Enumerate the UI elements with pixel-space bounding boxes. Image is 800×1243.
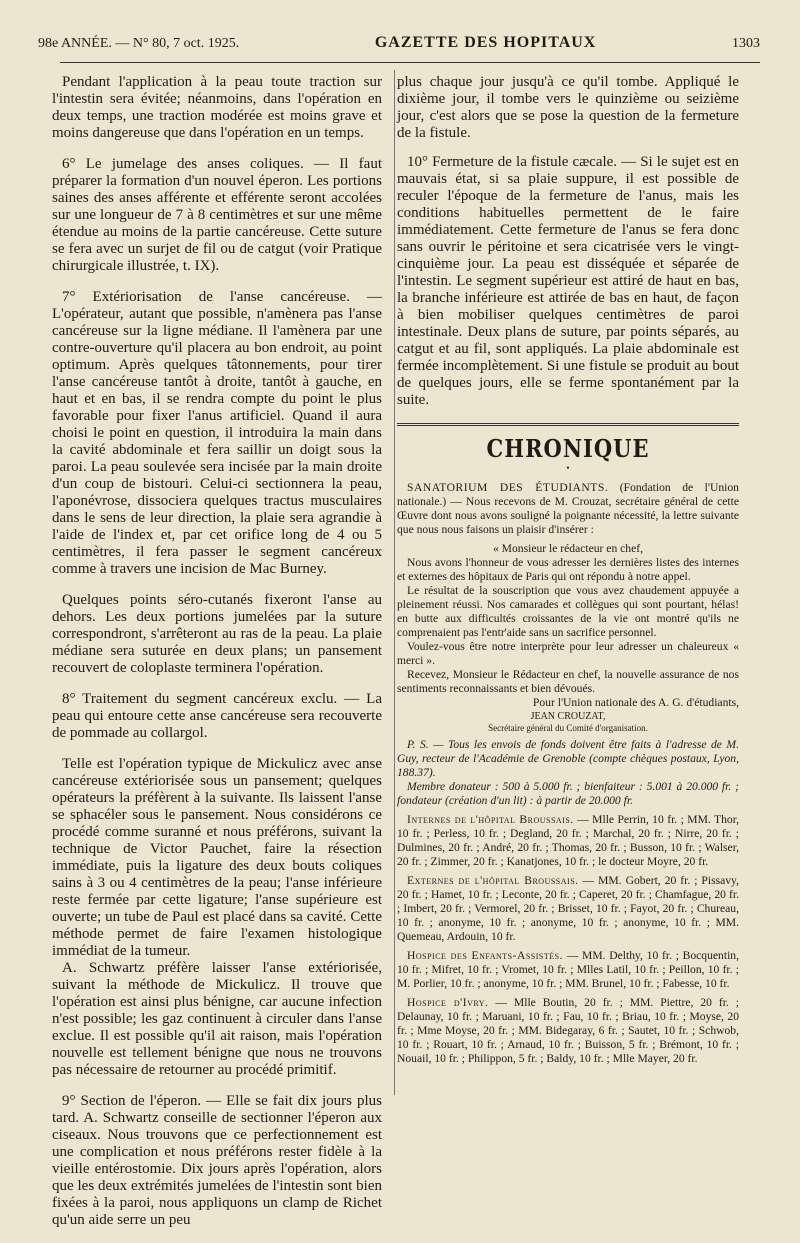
donor-list-heading: Internes de l'hôpital Broussais. <box>407 813 574 826</box>
letter-paragraph: Recevez, Monsieur le Rédacteur en chef, la nouvelle assurance de nos sentiments reconnaissants et bien dévoués. <box>397 668 739 695</box>
paragraph: plus chaque jour jusqu'à ce qu'il tombe. Appliqué le dixième jour, il tombe vers le quinzième ou seizième jour, c'est alors que se pose la question de la fermeture de la fistule. <box>397 74 739 141</box>
postscript: P. S. — Tous les envois de fonds doivent être faits à l'adresse de M. Guy, recteur de l'Académie de Grenoble (compte chèques postaux, Lyon, 188.37). <box>397 738 739 779</box>
running-header <box>38 34 760 58</box>
paragraph: 9° Section de l'éperon. — Elle se fait dix jours plus tard. A. Schwartz conseille de sectionner l'éperon aux ciseaux. Nous trouvons que ce perfectionnement est une complication et nous préférons rester fidèle à la vieille entérostomie. Dix jours après l'opération, alors que les deux extrémités jumelées de l'intestin sont bien fixées à la paroi, nous appliquons un clamp de Richet qu'un aide serre un peu <box>52 1093 382 1228</box>
paragraph: Telle est l'opération typique de Mickulicz avec anse cancéreuse extériorisée sous un pansement; quelques opérateurs la préfèrent à la suivante. Ils laissent l'anse se sphacéler sous le pansement. Nous considérons ce procédé comme suranné et nous préférons, suivant la technique de Victor Pauchet, faire la résection immédiate, puis la ligature des deux bouts coliques sains à 3 ou 4 centimètres de la peau; l'anse inférieure reste fermée par cette ligature; l'anse supérieure est ouverte; un tube de Paul est placé dans sa cavité. Cette méthode permet de faire l'examen histologique immédiat de la tumeur. <box>52 756 382 959</box>
paragraph: 7° Extériorisation de l'anse cancéreuse. — L'opérateur, autant que possible, n'amènera pas l'anse cancéreuse sur la ligne médiane. Il l'amènera par une contre-ouverture qu'il placera au bon endroit, au point optimum. Après quelques tâtonnements, pour tirer l'anse cancéreuse tantôt à droite, tantôt à gauche, en haut et en bas, il se rendra compte du point le plus favorable pour fixer l'anus artificiel. Quand il aura choisi le point en question, il introduira la main dans la cavité abdominale et fera saillir un doigt sous la paroi. La peau soulevée sera incisée par la main droite d'un coup de bistouri. Celui-ci sectionnera la peau, l'aponévrose, dissociera quelques tractus musculaires dans le sens de leur direction, la plaie sera agrandie à l'aide de l'index et, par cet orifice long de 4 ou 5 centimètres, il fera passer le segment cancéreux comme à travers une incision de Mac Burney. <box>52 289 382 577</box>
section-rule <box>397 423 739 426</box>
chronique-body <box>397 481 739 1066</box>
paragraph: 6° Le jumelage des anses coliques. — Il faut préparer la formation d'un nouvel éperon. Les portions saines des anses afférente et efférente seront accolées sur une longueur de 7 à 8 centimètres et sur une même étendue au moins de la partie cancéreuse. Cette suture se fera avec un surjet de fil ou de catgut (voir Pratique chirurgicale illustrée, t. IX). <box>52 156 382 274</box>
paragraph: A. Schwartz préfère laisser l'anse extériorisée, suivant la méthode de Mickulicz. Il trouve que l'opération est ainsi plus bénigne, car aucune infection n'est possible; les gaz continuent à circuler dans l'anse exclue. Il est possible qu'il ait raison, mais l'opération nouvelle est tellement bénigne que nous ne trouvons pas nécessaire de retourner au procédé primitif. <box>52 960 382 1078</box>
donor-list-heading: Hospice des Enfants-Assistés. <box>407 949 563 962</box>
donor-list: Hospice d'Ivry. — Mlle Boutin, 20 fr. ; MM. Piettre, 20 fr. ; Delaunay, 10 fr. ; Maruani, 10 fr. ; Fau, 10 fr. ; Briau, 10 fr. ; Moyse, 20 fr. ; Mme Moyse, 20 fr. ; MM. Bidegaray, 6 fr. ; Sautet, 10 fr. ; Schwob, 10 fr. ; Rouart, 10 fr. ; Arnaud, 10 fr. ; Buisson, 5 fr. ; Brémont, 10 fr. ; Nouail, 10 fr. ; Philippon, 5 fr. ; Baldy, 10 fr. ; Mlle Mayer, 20 fr. <box>397 996 739 1065</box>
right-column <box>397 74 739 1066</box>
donor-list: Hospice des Enfants-Assistés. — MM. Delthy, 10 fr. ; Bocquentin, 10 fr. ; Mifret, 10 fr. ; Vromet, 10 fr. ; Mlles Latil, 10 fr. ; Peillon, 10 fr. ; M. Porlier, 10 fr. ; anonyme, 10 fr. ; MM. Brunel, 10 fr. ; Fabesse, 10 fr. <box>397 949 739 990</box>
chronique-heading: CHRONIQUE <box>486 434 650 463</box>
paragraph: Pendant l'application à la peau toute traction sur l'intestin sera évitée; néanmoins, dans l'opération en deux temps, une traction modérée est moins grave et moins dangereuse que dans l'opération en un temps. <box>52 74 382 141</box>
paragraph: 8° Traitement du segment cancéreux exclu. — La peau qui entoure cette anse cancéreuse sera recouverte de pommade au collargol. <box>52 691 382 741</box>
donor-list: Externes de l'hôpital Broussais. — MM. Gobert, 20 fr. ; Pissavy, 20 fr. ; Hamet, 10 fr. ; Leconte, 20 fr. ; Caperet, 20 fr. ; Chamfague, 20 fr. ; Imbert, 20 fr. ; Vermorel, 20 fr. ; Brisset, 10 fr. ; Fayot, 20 fr. ; Chureau, 10 fr. ; anonyme, 10 fr. ; anonyme, 10 fr. ; anonyme, 10 fr. ; MM. Quemeau, Ardouin, 10 fr. <box>397 874 739 943</box>
article-continuation <box>397 74 739 409</box>
paragraph: Quelques points séro-cutanés fixeront l'anse au dehors. Les deux portions jumelées par la suture correspondront, s'arrêteront au ras de la peau. La plaie médiane sera suturée en deux plans; un pansement recouvert de coloplaste terminera l'opération. <box>52 592 382 676</box>
header-rule <box>60 62 760 63</box>
letter-signoff: Pour l'Union nationale des A. G. d'étudiants, <box>532 696 739 709</box>
donor-list-heading: Externes de l'hôpital Broussais. <box>407 874 579 887</box>
paragraph: 10° Fermeture de la fistule cæcale. — Si le sujet est en mauvais état, si sa plaie suppure, il est possible de reculer l'époque de la fermeture de l'anus, mais les conditions habituelles permettent de le faire immédiatement. Cette fermeture de l'anus se fera donc sans ouvrir le péritoine et sera cicatrisée vers le vingt-cinquième jour. La peau est disséquée et séparée de l'intestin. Le segment supérieur est attiré de haut en bas, la branche inférieure est attirée de bas en haut, de façon à bien mobiliser quelques centimètres de paroi intestinale. Deux plans de suture, par points séparés, au catgut et au fil, sont appliqués. La plaie abdominale est fermée incomplètement. Si une fistule se produit au bout de quelques jours, elle se ferme spontanément par la suite. <box>397 154 739 408</box>
letter-paragraph: Voulez-vous être notre interprète pour leur adresser un chaleureux « merci ». <box>397 640 739 667</box>
chronique-intro: SANATORIUM DES ÉTUDIANTS. (Fondation de l'Union nationale.) — Nous recevons de M. Crouzat, secrétaire général de cette Œuvre dont nous avons souligné la poignante nécessité, la lettre suivante que nous nous faisons un plaisir d'insérer : <box>397 481 739 536</box>
letter-salutation: « Monsieur le rédacteur en chef, <box>492 542 643 555</box>
signature-name: JEAN CROUZAT, <box>530 711 606 722</box>
letter-paragraph: Le résultat de la souscription que vous avez chaudement appuyée a pleinement réussi. Nos camarades et collègues qui sont pourtant, hélas! en butte aux difficultés croissantes de la vie ont montré qu'ils ne comprenaient pas l'entr'aide sans un sacrifice personnel. <box>397 584 739 639</box>
signature-title: Secrétaire général du Comité d'organisation. <box>488 723 648 733</box>
heading-ornament: • <box>566 463 570 473</box>
page-number: 1303 <box>731 36 760 51</box>
journal-title: GAZETTE DES HOPITAUX <box>374 34 597 51</box>
letter-paragraph: Nous avons l'honneur de vous adresser les dernières listes des internes et externes des hôpitaux de Paris qui ont répondu à notre appel. <box>397 556 739 583</box>
issue-info: 98e ANNÉE. — N° 80, 7 oct. 1925. <box>38 36 240 51</box>
membership-tiers: Membre donateur : 500 à 5.000 fr. ; bienfaiteur : 5.001 à 20.000 fr. ; fondateur (création d'un lit) : à partir de 20.000 fr. <box>397 780 739 807</box>
left-column <box>52 74 382 1243</box>
intro-heading: SANATORIUM DES ÉTUDIANTS. <box>407 481 609 494</box>
donor-list-heading: Hospice d'Ivry. <box>407 996 489 1009</box>
column-divider <box>394 70 395 1095</box>
donor-list: Internes de l'hôpital Broussais. — Mlle Perrin, 10 fr. ; MM. Thor, 10 fr. ; Perless, 10 fr. ; Degland, 20 fr. ; Marchal, 20 fr. ; Nirre, 20 fr. ; Dulmines, 20 fr. ; André, 20 fr. ; Thomas, 20 fr. ; Busson, 10 fr. ; Walser, 20 fr. ; Zimmer, 20 fr. ; Kanatjones, 10 fr. ; le docteur Moyre, 20 fr. <box>397 813 739 868</box>
